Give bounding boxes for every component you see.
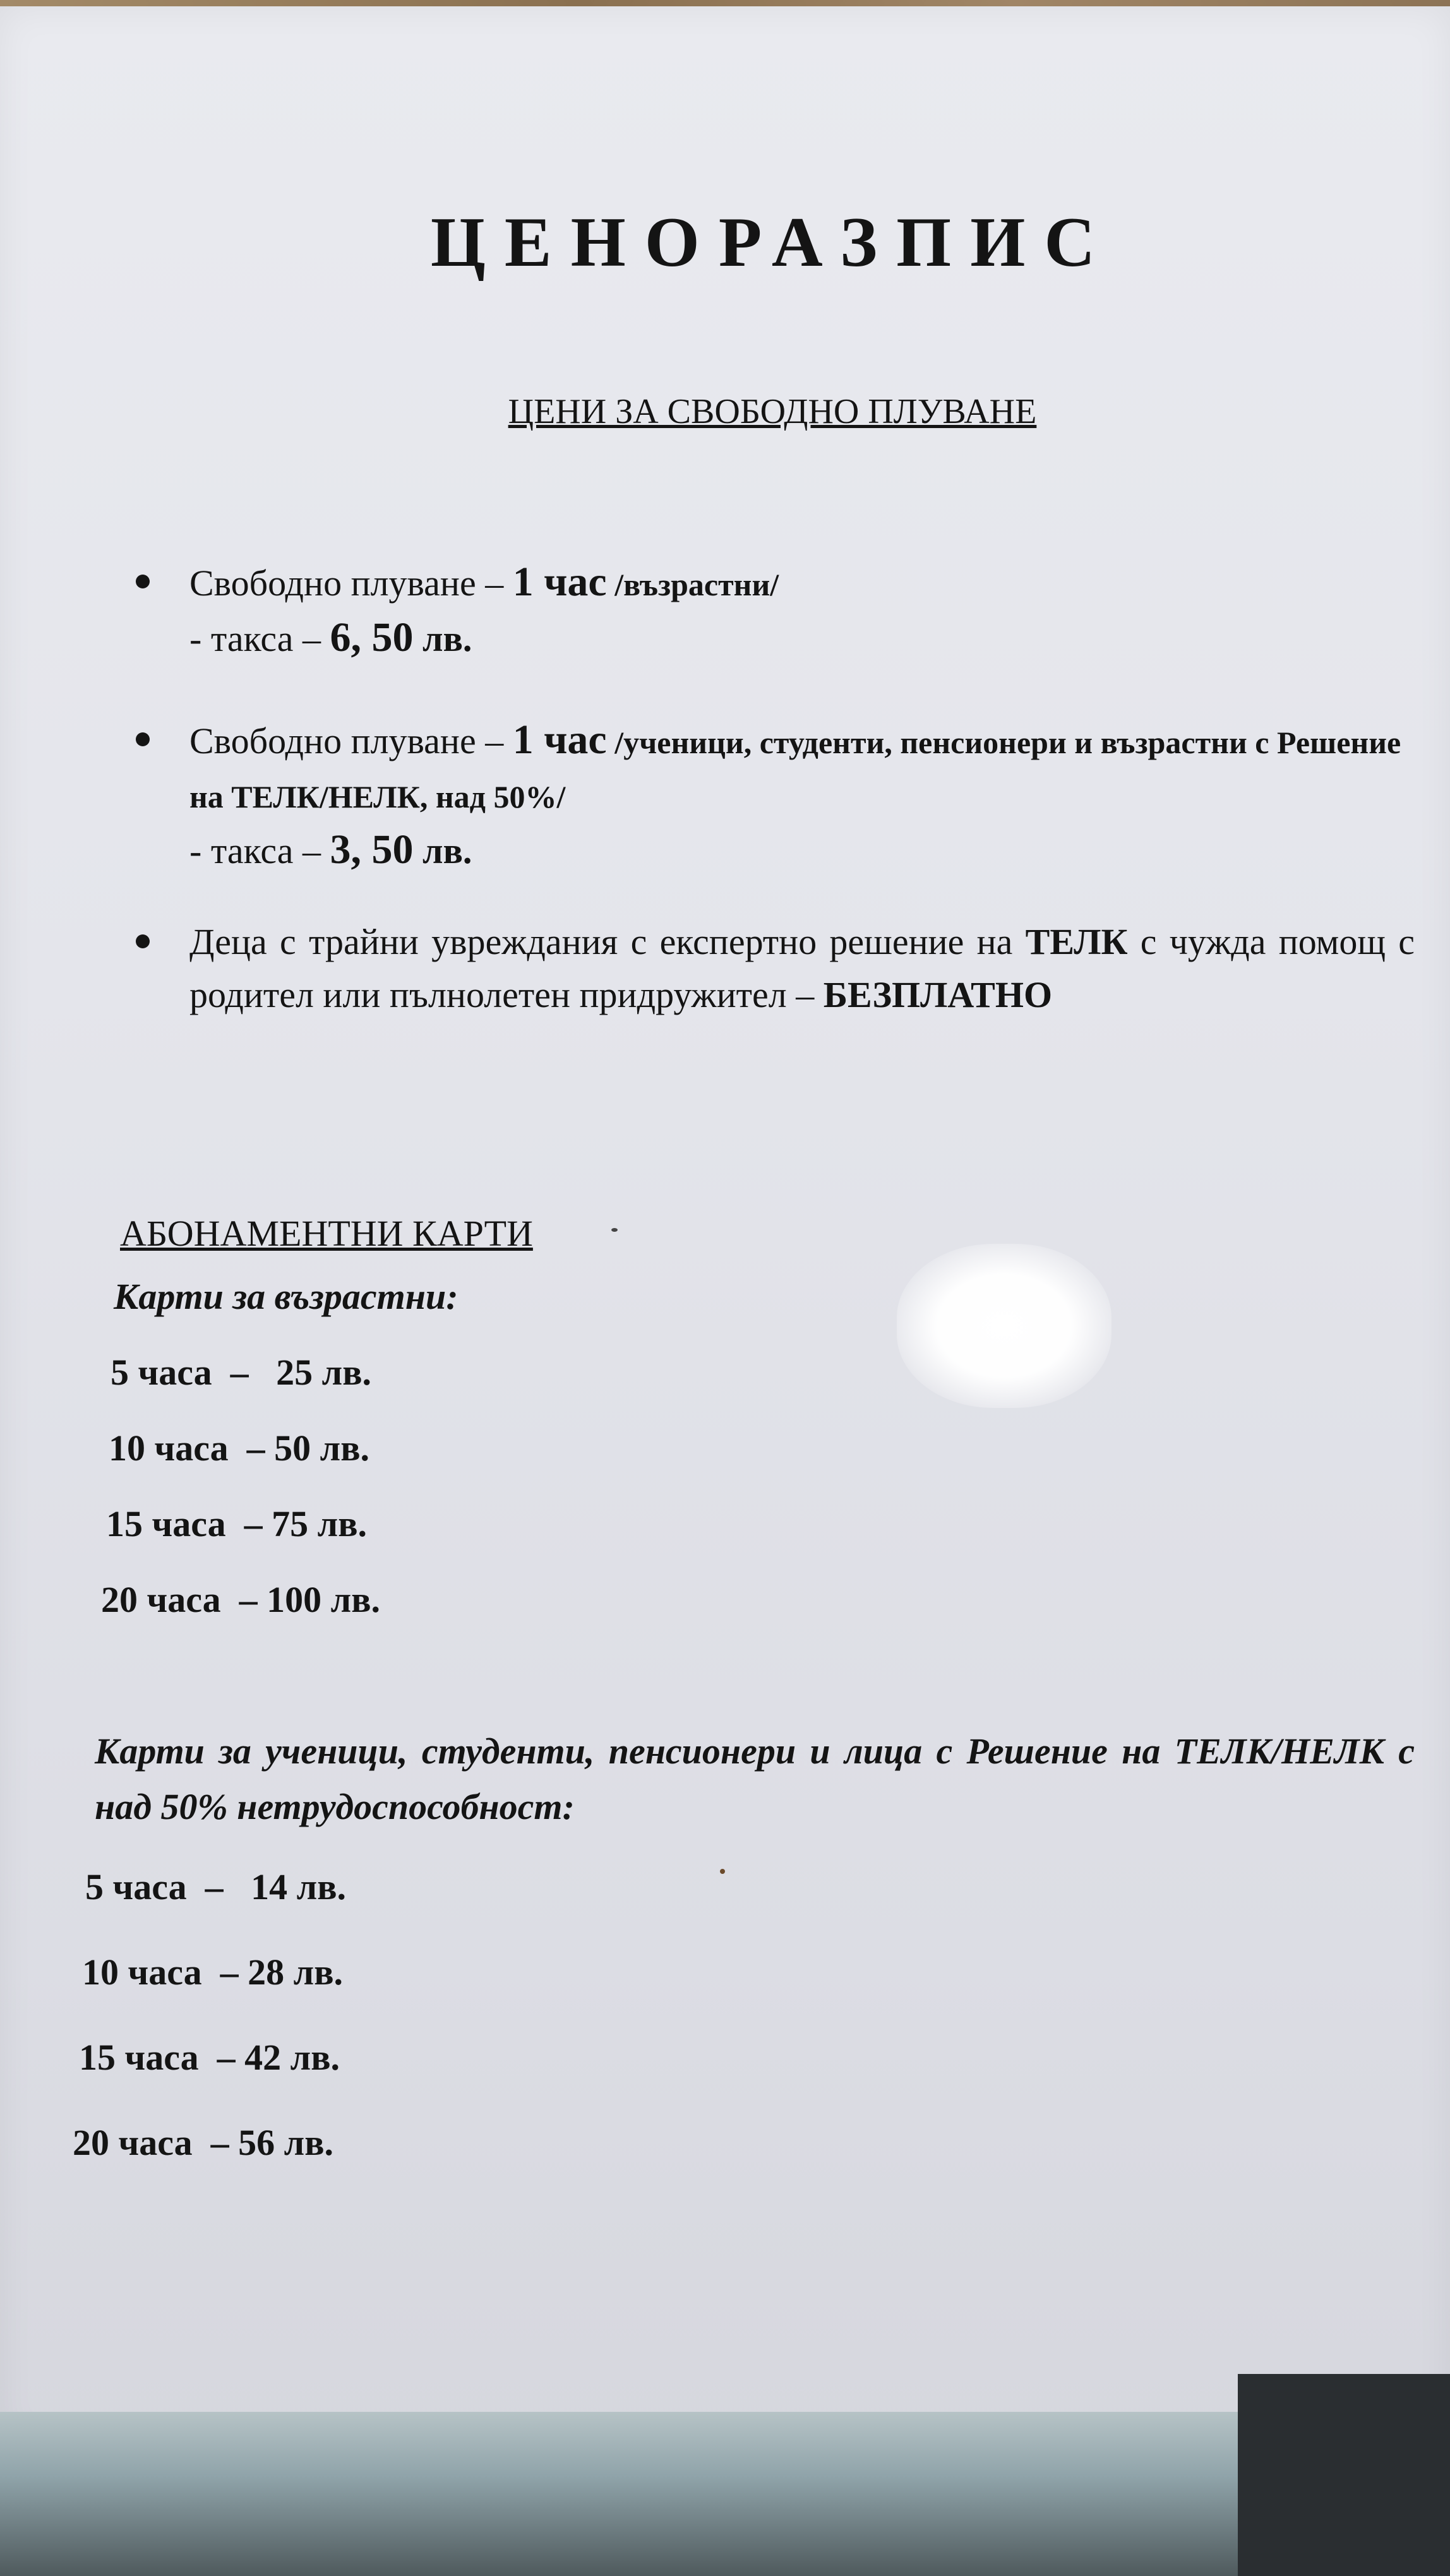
reduced-card-15h: 15 часа – 42 лв. <box>79 2037 340 2078</box>
free-label: БЕЗПЛАТНО <box>823 974 1053 1015</box>
audience-note: /възрастни/ <box>606 567 779 602</box>
price-list-sheet <box>0 6 1450 2443</box>
currency-label: лв. <box>413 618 472 659</box>
free-swim-reduced-line2 <box>189 823 1415 878</box>
free-swim-reduced-line1 <box>189 713 1415 823</box>
telk-label: ТЕЛК <box>1025 921 1128 962</box>
background-shadow <box>1238 2374 1450 2576</box>
free-swim-adults-line1 <box>189 556 1415 611</box>
free-swim-adults-item <box>189 556 1415 665</box>
item-text-continued: с чужда помощ с родител или пълнолетен придружител – <box>189 921 1415 1015</box>
free-swim-disabled-children-item <box>189 915 1415 1022</box>
adult-card-10h: 10 часа – 50 лв. <box>109 1428 370 1469</box>
fee-label: - такса – <box>189 830 330 871</box>
adult-card-5h: 5 часа – 25 лв. <box>111 1352 372 1393</box>
reduced-card-10h: 10 часа – 28 лв. <box>82 1952 344 1993</box>
fee-label: - такса – <box>189 618 330 659</box>
document-title: ЦЕНОРАЗПИС <box>430 203 1115 282</box>
paper-speck <box>611 1228 618 1232</box>
duration-value: 1 час <box>512 717 607 763</box>
item-text: Свободно плуване – <box>189 720 513 761</box>
subscriptions-heading: АБОНАМЕНТНИ КАРТИ <box>120 1213 533 1254</box>
fee-value: 6, 50 <box>330 614 414 660</box>
reduced-cards-heading: Карти за ученици, студенти, пенсионери и лица с Решение на ТЕЛК/НЕЛК с над 50% нетрудоспособност: <box>95 1731 1415 1827</box>
audience-note: /ученици, студенти, пенсионери и възрастни с Решение на ТЕЛК/НЕЛК, над 50%/ <box>189 725 1401 814</box>
bullet-icon <box>136 575 150 588</box>
light-glare <box>897 1244 1111 1408</box>
currency-label: лв. <box>413 830 472 871</box>
adult-card-15h: 15 часа – 75 лв. <box>106 1503 368 1544</box>
paper-speck <box>720 1869 725 1874</box>
free-swim-reduced-item <box>189 713 1415 878</box>
free-swim-adults-line2 <box>189 611 1415 665</box>
fee-value: 3, 50 <box>330 826 414 873</box>
reduced-card-5h: 5 часа – 14 лв. <box>85 1866 347 1907</box>
bullet-icon <box>136 934 150 948</box>
bullet-icon <box>136 732 150 746</box>
plastic-sleeve-edge <box>0 2412 1450 2576</box>
item-text: Деца с трайни увреждания с експертно решение на <box>189 921 1026 962</box>
reduced-card-20h: 20 часа – 56 лв. <box>73 2122 334 2163</box>
free-swim-heading: ЦЕНИ ЗА СВОБОДНО ПЛУВАНЕ <box>508 392 1037 431</box>
adult-cards-heading: Карти за възрастни: <box>114 1276 458 1317</box>
duration-value: 1 час <box>512 559 607 605</box>
adult-card-20h: 20 часа – 100 лв. <box>101 1579 381 1620</box>
item-text: Свободно плуване – <box>189 563 513 604</box>
